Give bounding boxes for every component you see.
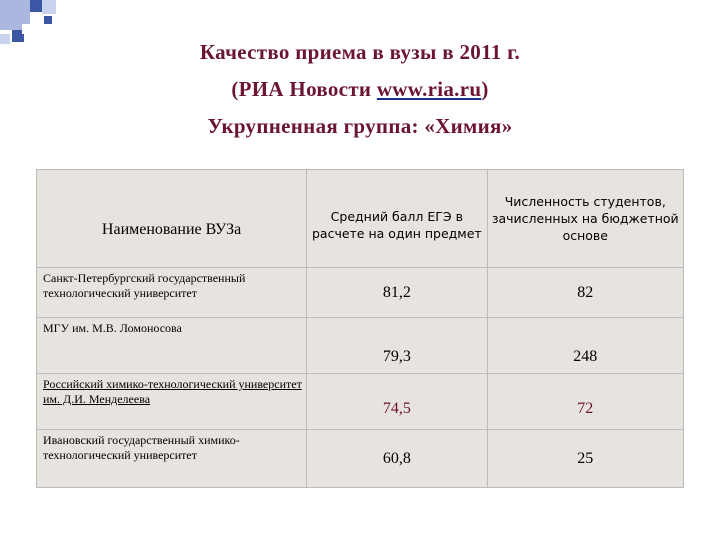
avg-score: 60,8	[307, 430, 487, 488]
avg-score: 79,3	[307, 318, 487, 374]
university-name: Санкт-Петербургский государственный технологический университет	[37, 268, 307, 318]
source-link[interactable]: www.ria.ru	[376, 77, 482, 101]
deco-square	[44, 16, 52, 24]
avg-score: 81,2	[307, 268, 487, 318]
university-name: Ивановский государственный химико-технологический университет	[37, 430, 307, 488]
deco-square	[30, 0, 42, 12]
group-title: Укрупненная группа: «Химия»	[207, 114, 513, 138]
source-prefix: (РИА Новости	[231, 77, 377, 101]
source-line	[60, 77, 660, 102]
table-header-row	[37, 170, 684, 268]
header-budget-count: Численность студентов, зачисленных на бюджетной основе	[487, 170, 683, 268]
deco-square	[42, 0, 56, 14]
table-row	[37, 430, 684, 488]
source-suffix: )	[481, 77, 489, 101]
university-name[interactable]: Российский химико-технологический университет им. Д.И. Менделеева	[37, 374, 307, 430]
budget-count: 82	[487, 268, 683, 318]
page-title: Качество приема в вузы в 2011 г.	[199, 40, 521, 64]
budget-count: 248	[487, 318, 683, 374]
table-row	[37, 268, 684, 318]
table-row	[37, 318, 684, 374]
table-row	[37, 374, 684, 430]
admissions-table	[36, 169, 684, 488]
avg-score: 74,5	[307, 374, 487, 430]
budget-count: 72	[487, 374, 683, 430]
university-name: МГУ им. М.В. Ломоносова	[37, 318, 307, 374]
budget-count: 25	[487, 430, 683, 488]
header-avg-score: Средний балл ЕГЭ в расчете на один предмет	[307, 170, 487, 268]
header-university: Наименование ВУЗа	[37, 170, 307, 268]
deco-square	[0, 34, 10, 44]
deco-square	[22, 24, 32, 34]
